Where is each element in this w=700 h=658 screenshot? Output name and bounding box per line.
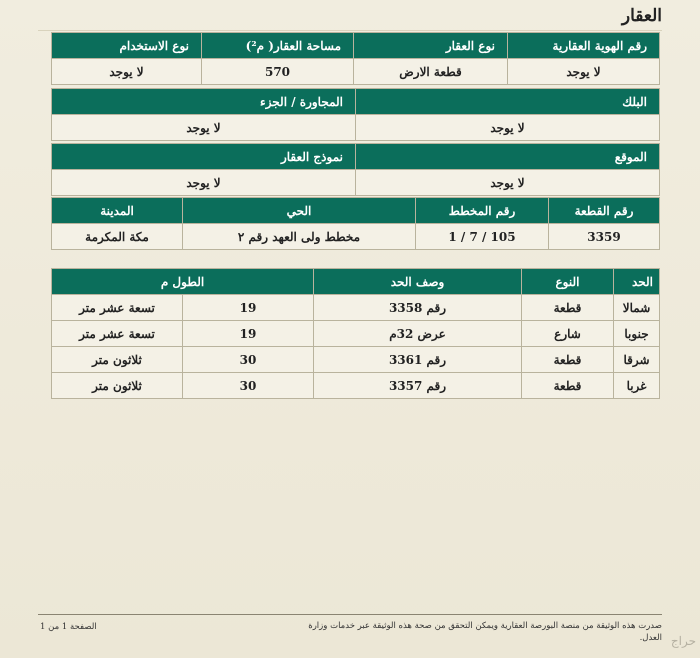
header-type: النوع: [522, 269, 614, 295]
table-row: [52, 170, 660, 196]
watermark-logo: حراج: [670, 634, 696, 648]
value-block: لا يوجد: [356, 115, 660, 141]
header-plan-number: رقم المخطط: [416, 198, 549, 224]
value-neighborhood-part: لا يوجد: [52, 115, 356, 141]
table-row: [52, 115, 660, 141]
cell-length-number: 30: [183, 373, 314, 399]
header-boundary-description: وصف الحد: [314, 269, 522, 295]
header-property-type: نوع العقار: [354, 33, 508, 59]
boundaries-table: [51, 268, 660, 399]
header-property-id: رقم الهوية العقارية: [508, 33, 660, 59]
cell-boundary: شرقا: [614, 347, 660, 373]
table-row: [52, 295, 660, 321]
value-property-area: 570: [202, 59, 354, 85]
property-table: [51, 32, 660, 85]
header-district: الحي: [183, 198, 416, 224]
cell-length-words: ثلاثون متر: [52, 347, 183, 373]
footer-note: صدرت هذه الوثيقة من منصة البورصة العقارية ويمكن التحقق من صحة هذه الوثيقة عبر خدمات وزارة العدل.: [308, 621, 662, 643]
value-property-id: لا يوجد: [508, 59, 660, 85]
cell-description: رقم 3358: [314, 295, 522, 321]
table-header-row: [52, 33, 660, 59]
cell-length-number: 19: [183, 295, 314, 321]
parcel-table: [51, 197, 660, 250]
value-location: لا يوجد: [356, 170, 660, 196]
header-neighborhood-part: المجاورة / الجزء: [52, 89, 356, 115]
cell-description: عرض 32م: [314, 321, 522, 347]
table-header-row: [52, 198, 660, 224]
table-row: [52, 321, 660, 347]
table-header-row: [52, 89, 660, 115]
header-boundary: الحد: [614, 269, 660, 295]
cell-type: قطعة: [522, 373, 614, 399]
cell-boundary: جنوبا: [614, 321, 660, 347]
table-row: [52, 224, 660, 250]
header-usage-type: نوع الاستخدام: [52, 33, 202, 59]
cell-length-words: ثلاثون متر: [52, 373, 183, 399]
table-row: [52, 59, 660, 85]
cell-length-words: تسعة عشر متر: [52, 295, 183, 321]
header-location: الموقع: [356, 144, 660, 170]
cell-length-number: 19: [183, 321, 314, 347]
page-number: الصفحة 1 من 1: [40, 622, 97, 632]
table-row: [52, 347, 660, 373]
value-city: مكة المكرمة: [52, 224, 183, 250]
cell-boundary: شمالا: [614, 295, 660, 321]
cell-type: قطعة: [522, 347, 614, 373]
cell-description: رقم 3357: [314, 373, 522, 399]
value-plan-number: 1 / 7 / 105: [416, 224, 549, 250]
table-row: [52, 373, 660, 399]
header-length: الطول م: [52, 269, 314, 295]
location-table: [51, 143, 660, 196]
header-block: البلك: [356, 89, 660, 115]
section-title: العقار: [621, 6, 662, 26]
cell-boundary: غربا: [614, 373, 660, 399]
table-header-row: [52, 269, 660, 295]
cell-description: رقم 3361: [314, 347, 522, 373]
title-divider: [38, 30, 662, 31]
value-property-model: لا يوجد: [52, 170, 356, 196]
value-parcel-number: 3359: [549, 224, 660, 250]
value-district: مخطط ولى العهد رقم ٢: [183, 224, 416, 250]
cell-type: شارع: [522, 321, 614, 347]
header-property-model: نموذج العقار: [52, 144, 356, 170]
value-property-type: قطعة الارض: [354, 59, 508, 85]
header-parcel-number: رقم القطعة: [549, 198, 660, 224]
block-table: [51, 88, 660, 141]
table-header-row: [52, 144, 660, 170]
value-usage-type: لا يوجد: [52, 59, 202, 85]
footer-divider: [38, 614, 662, 615]
header-city: المدينة: [52, 198, 183, 224]
cell-length-number: 30: [183, 347, 314, 373]
cell-length-words: تسعة عشر متر: [52, 321, 183, 347]
cell-type: قطعة: [522, 295, 614, 321]
header-property-area: مساحة العقار( م²): [202, 33, 354, 59]
